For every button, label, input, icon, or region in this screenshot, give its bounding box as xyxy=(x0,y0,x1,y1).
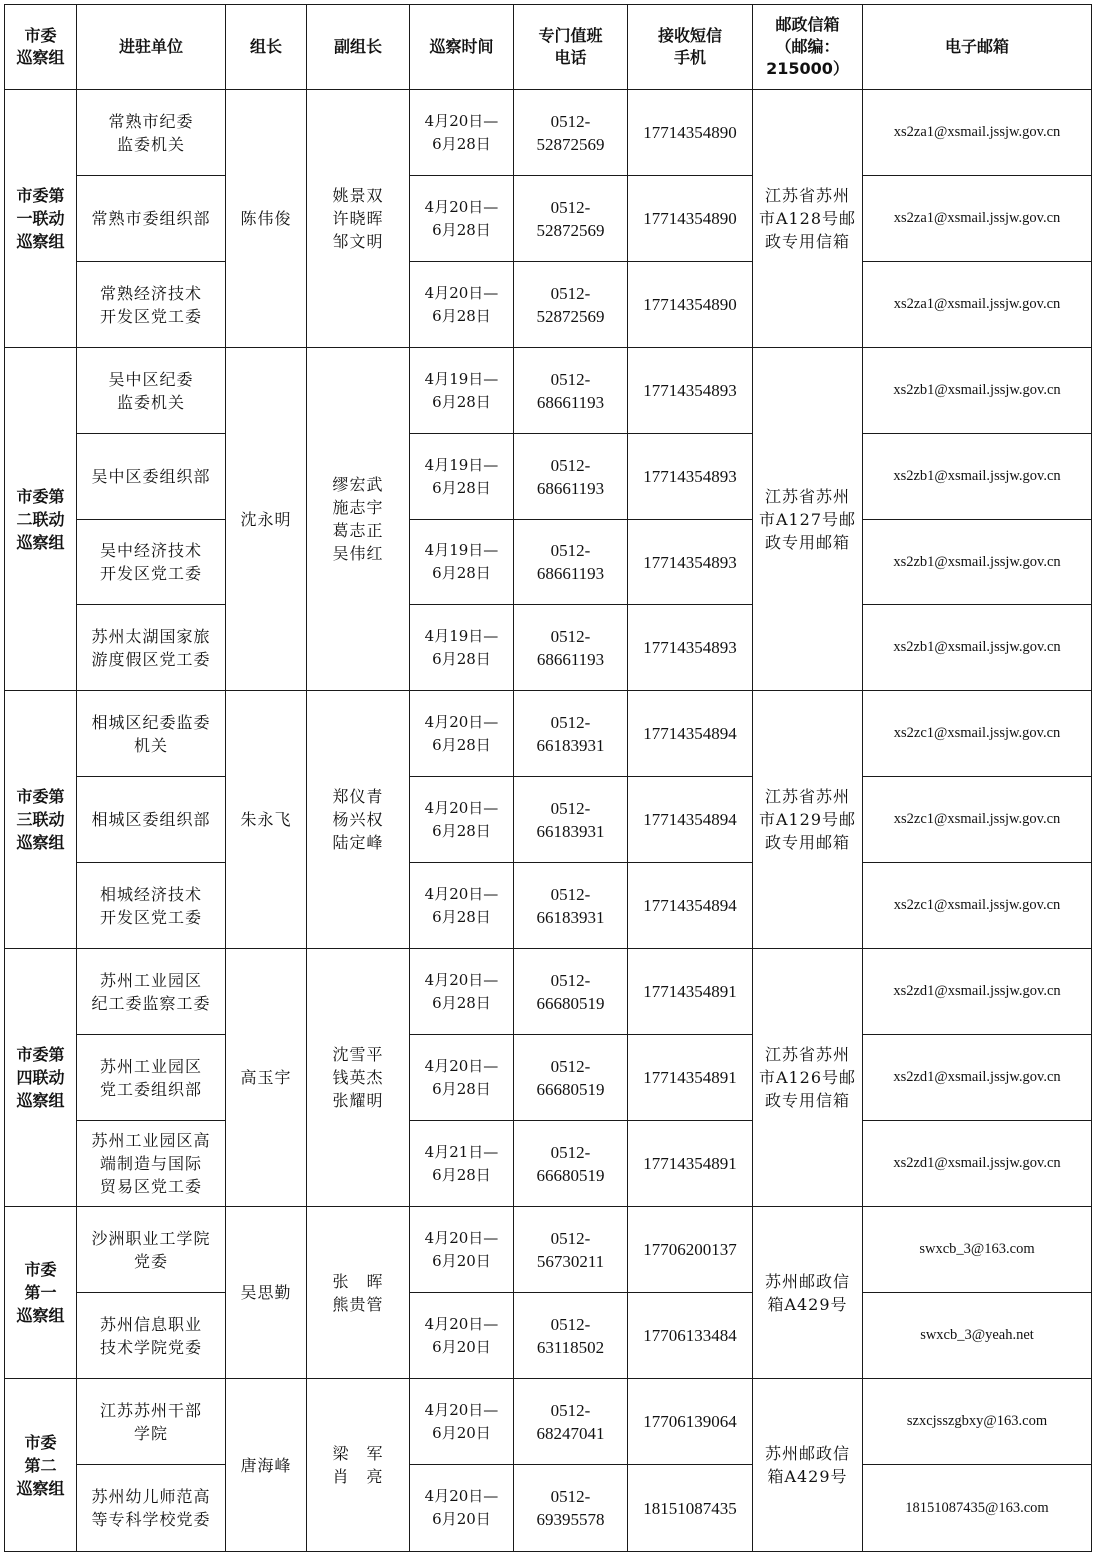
email-address: xs2za1@xsmail.jssjw.gov.cn xyxy=(863,90,1092,176)
unit-name: 吴中区委组织部 xyxy=(77,434,226,520)
group-name: 市委 第一 巡察组 xyxy=(5,1207,77,1379)
inspection-time: 4月20日— 6月28日 xyxy=(410,863,514,949)
header-sms: 接收短信 手机 xyxy=(628,5,753,90)
inspection-time: 4月20日— 6月28日 xyxy=(410,691,514,777)
duty-phone: 0512- 66680519 xyxy=(514,1121,628,1207)
sms-mobile: 17714354891 xyxy=(628,1035,753,1121)
inspection-time: 4月20日— 6月20日 xyxy=(410,1207,514,1293)
table-body xyxy=(5,90,1092,1552)
inspection-time: 4月20日— 6月28日 xyxy=(410,262,514,348)
sms-mobile: 17714354894 xyxy=(628,777,753,863)
inspection-time: 4月20日— 6月28日 xyxy=(410,949,514,1035)
duty-phone: 0512- 52872569 xyxy=(514,176,628,262)
group-name: 市委第 一联动 巡察组 xyxy=(5,90,77,348)
table-row xyxy=(5,520,1092,605)
group-name: 市委第 四联动 巡察组 xyxy=(5,949,77,1207)
table-row xyxy=(5,90,1092,176)
sms-mobile: 17714354890 xyxy=(628,90,753,176)
unit-name: 沙洲职业工学院 党委 xyxy=(77,1207,226,1293)
inspection-time: 4月20日— 6月28日 xyxy=(410,90,514,176)
group-leader: 陈伟俊 xyxy=(226,90,307,348)
email-address: xs2zc1@xsmail.jssjw.gov.cn xyxy=(863,863,1092,949)
email-address: xs2zb1@xsmail.jssjw.gov.cn xyxy=(863,348,1092,434)
table-row xyxy=(5,1121,1092,1207)
header-row xyxy=(5,5,1092,90)
unit-name: 相城区纪委监委 机关 xyxy=(77,691,226,777)
duty-phone: 0512- 68661193 xyxy=(514,520,628,605)
header-time: 巡察时间 xyxy=(410,5,514,90)
unit-name: 常熟市委组织部 xyxy=(77,176,226,262)
email-address: xs2zb1@xsmail.jssjw.gov.cn xyxy=(863,520,1092,605)
sms-mobile: 17714354890 xyxy=(628,262,753,348)
group-deputies: 姚景双 许晓晖 邹文明 xyxy=(307,90,410,348)
duty-phone: 0512- 52872569 xyxy=(514,262,628,348)
inspection-time: 4月19日— 6月28日 xyxy=(410,605,514,691)
table-row xyxy=(5,1207,1092,1293)
group-name: 市委 第二 巡察组 xyxy=(5,1379,77,1552)
inspection-time: 4月20日— 6月28日 xyxy=(410,176,514,262)
unit-name: 苏州太湖国家旅 游度假区党工委 xyxy=(77,605,226,691)
postal-box: 苏州邮政信 箱A429号 xyxy=(753,1207,863,1379)
group-name: 市委第 三联动 巡察组 xyxy=(5,691,77,949)
postal-box: 江苏省苏州 市A128号邮 政专用信箱 xyxy=(753,90,863,348)
group-deputies: 缪宏武 施志宇 葛志正 吴伟红 xyxy=(307,348,410,691)
duty-phone: 0512- 66680519 xyxy=(514,1035,628,1121)
sms-mobile: 17706139064 xyxy=(628,1379,753,1465)
inspection-time: 4月20日— 6月28日 xyxy=(410,777,514,863)
header-postbox: 邮政信箱 （邮编： 215000） xyxy=(753,5,863,90)
table-row xyxy=(5,1465,1092,1552)
group-leader: 高玉宇 xyxy=(226,949,307,1207)
table-row xyxy=(5,176,1092,262)
duty-phone: 0512- 63118502 xyxy=(514,1293,628,1379)
email-address: xs2zc1@xsmail.jssjw.gov.cn xyxy=(863,691,1092,777)
postal-box: 江苏省苏州 市A129号邮 政专用邮箱 xyxy=(753,691,863,949)
unit-name: 常熟经济技术 开发区党工委 xyxy=(77,262,226,348)
group-leader: 吴思勤 xyxy=(226,1207,307,1379)
email-address: xs2zd1@xsmail.jssjw.gov.cn xyxy=(863,949,1092,1035)
group-deputies: 郑仪青 杨兴权 陆定峰 xyxy=(307,691,410,949)
unit-name: 苏州工业园区 党工委组织部 xyxy=(77,1035,226,1121)
table-row xyxy=(5,1293,1092,1379)
duty-phone: 0512- 66183931 xyxy=(514,863,628,949)
postal-box: 江苏省苏州 市A126号邮 政专用信箱 xyxy=(753,949,863,1207)
duty-phone: 0512- 69395578 xyxy=(514,1465,628,1552)
duty-phone: 0512- 52872569 xyxy=(514,90,628,176)
email-address: xs2zd1@xsmail.jssjw.gov.cn xyxy=(863,1121,1092,1207)
header-leader: 组长 xyxy=(226,5,307,90)
unit-name: 苏州工业园区 纪工委监察工委 xyxy=(77,949,226,1035)
inspection-table xyxy=(4,4,1092,1552)
email-address: xs2zc1@xsmail.jssjw.gov.cn xyxy=(863,777,1092,863)
email-address: xs2zd1@xsmail.jssjw.gov.cn xyxy=(863,1035,1092,1121)
sms-mobile: 17714354893 xyxy=(628,434,753,520)
sms-mobile: 17714354893 xyxy=(628,605,753,691)
sms-mobile: 17706200137 xyxy=(628,1207,753,1293)
unit-name: 江苏苏州干部 学院 xyxy=(77,1379,226,1465)
header-phone: 专门值班 电话 xyxy=(514,5,628,90)
sms-mobile: 17706133484 xyxy=(628,1293,753,1379)
group-leader: 唐海峰 xyxy=(226,1379,307,1552)
table-row xyxy=(5,863,1092,949)
email-address: swxcb_3@yeah.net xyxy=(863,1293,1092,1379)
email-address: 18151087435@163.com xyxy=(863,1465,1092,1552)
sms-mobile: 17714354891 xyxy=(628,949,753,1035)
group-leader: 朱永飞 xyxy=(226,691,307,949)
duty-phone: 0512- 68661193 xyxy=(514,434,628,520)
sms-mobile: 17714354893 xyxy=(628,348,753,434)
unit-name: 苏州信息职业 技术学院党委 xyxy=(77,1293,226,1379)
group-deputies: 张 晖 熊贵管 xyxy=(307,1207,410,1379)
table-row xyxy=(5,348,1092,434)
duty-phone: 0512- 66680519 xyxy=(514,949,628,1035)
inspection-time: 4月19日— 6月28日 xyxy=(410,348,514,434)
table-row xyxy=(5,949,1092,1035)
unit-name: 相城经济技术 开发区党工委 xyxy=(77,863,226,949)
duty-phone: 0512- 56730211 xyxy=(514,1207,628,1293)
group-deputies: 梁 军 肖 亮 xyxy=(307,1379,410,1552)
inspection-time: 4月21日— 6月28日 xyxy=(410,1121,514,1207)
group-deputies: 沈雪平 钱英杰 张耀明 xyxy=(307,949,410,1207)
inspection-time: 4月20日— 6月20日 xyxy=(410,1465,514,1552)
group-leader: 沈永明 xyxy=(226,348,307,691)
unit-name: 苏州工业园区高 端制造与国际 贸易区党工委 xyxy=(77,1121,226,1207)
inspection-time: 4月19日— 6月28日 xyxy=(410,434,514,520)
inspection-time: 4月19日— 6月28日 xyxy=(410,520,514,605)
postal-box: 江苏省苏州 市A127号邮 政专用邮箱 xyxy=(753,348,863,691)
table-row xyxy=(5,434,1092,520)
unit-name: 吴中经济技术 开发区党工委 xyxy=(77,520,226,605)
table-row xyxy=(5,605,1092,691)
header-email: 电子邮箱 xyxy=(863,5,1092,90)
duty-phone: 0512- 66183931 xyxy=(514,691,628,777)
duty-phone: 0512- 68661193 xyxy=(514,605,628,691)
unit-name: 相城区委组织部 xyxy=(77,777,226,863)
email-address: xs2za1@xsmail.jssjw.gov.cn xyxy=(863,176,1092,262)
header-unit: 进驻单位 xyxy=(77,5,226,90)
table-row xyxy=(5,1379,1092,1465)
sms-mobile: 17714354891 xyxy=(628,1121,753,1207)
unit-name: 常熟市纪委 监委机关 xyxy=(77,90,226,176)
email-address: xs2zb1@xsmail.jssjw.gov.cn xyxy=(863,605,1092,691)
table-row xyxy=(5,1035,1092,1121)
email-address: xs2zb1@xsmail.jssjw.gov.cn xyxy=(863,434,1092,520)
sms-mobile: 17714354890 xyxy=(628,176,753,262)
table-row xyxy=(5,777,1092,863)
table-row xyxy=(5,262,1092,348)
inspection-time: 4月20日— 6月20日 xyxy=(410,1379,514,1465)
sms-mobile: 17714354894 xyxy=(628,691,753,777)
sms-mobile: 17714354894 xyxy=(628,863,753,949)
email-address: xs2za1@xsmail.jssjw.gov.cn xyxy=(863,262,1092,348)
header-group: 市委 巡察组 xyxy=(5,5,77,90)
table-row xyxy=(5,691,1092,777)
duty-phone: 0512- 68247041 xyxy=(514,1379,628,1465)
sms-mobile: 18151087435 xyxy=(628,1465,753,1552)
postal-box: 苏州邮政信 箱A429号 xyxy=(753,1379,863,1552)
duty-phone: 0512- 68661193 xyxy=(514,348,628,434)
inspection-time: 4月20日— 6月28日 xyxy=(410,1035,514,1121)
unit-name: 吴中区纪委 监委机关 xyxy=(77,348,226,434)
email-address: swxcb_3@163.com xyxy=(863,1207,1092,1293)
header-deputy: 副组长 xyxy=(307,5,410,90)
group-name: 市委第 二联动 巡察组 xyxy=(5,348,77,691)
unit-name: 苏州幼儿师范高 等专科学校党委 xyxy=(77,1465,226,1552)
email-address: szxcjsszgbxy@163.com xyxy=(863,1379,1092,1465)
duty-phone: 0512- 66183931 xyxy=(514,777,628,863)
inspection-time: 4月20日— 6月20日 xyxy=(410,1293,514,1379)
sms-mobile: 17714354893 xyxy=(628,520,753,605)
